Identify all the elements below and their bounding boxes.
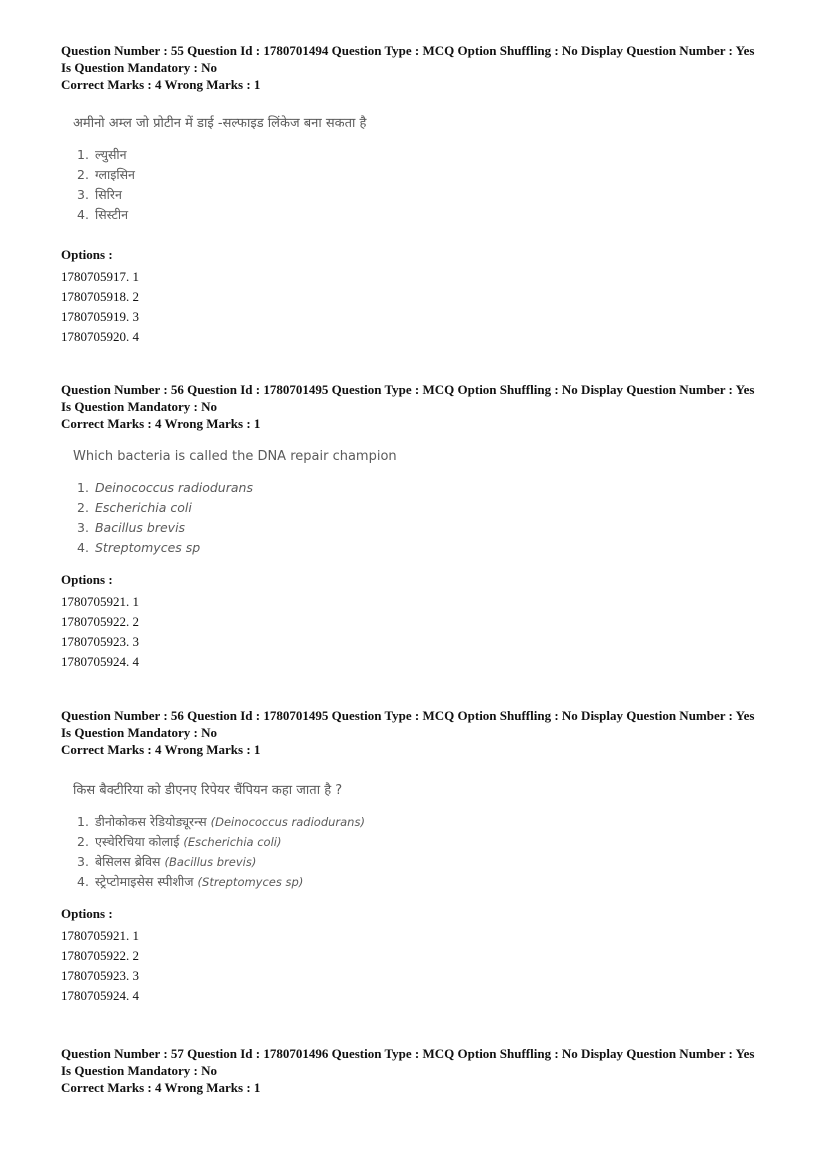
choice-item <box>77 478 781 498</box>
choice-number: 3. <box>77 854 89 869</box>
choice-item <box>77 832 781 852</box>
option-row: 1780705921. 1 <box>61 928 139 943</box>
question-text: किस बैक्टीरिया को डीएनए रिपेयर चैंपियन कहा जाता है ? <box>73 783 343 798</box>
choice-number: 2. <box>77 834 89 849</box>
choice-item <box>77 145 781 165</box>
choice-item <box>77 538 781 558</box>
choice-text: ल्युसीन <box>94 147 127 162</box>
marks-line: Correct Marks : 4 Wrong Marks : 1 <box>61 1080 261 1095</box>
question-header: Question Number : 57 Question Id : 1780701496 Question Type : MCQ Option Shuffling : No Display Question Number : Yes <box>61 1046 755 1061</box>
option-row: 1780705924. 4 <box>61 988 139 1003</box>
marks-line: Correct Marks : 4 Wrong Marks : 1 <box>61 742 261 757</box>
option-row: 1780705917. 1 <box>61 269 139 284</box>
question-block-56-en <box>61 381 781 672</box>
choice-item <box>77 205 781 225</box>
choice-number: 1. <box>77 814 89 829</box>
mandatory-line: Is Question Mandatory : No <box>61 1063 218 1078</box>
question-header: Question Number : 56 Question Id : 1780701495 Question Type : MCQ Option Shuffling : No Display Question Number : Yes <box>61 382 755 397</box>
question-block-55 <box>61 42 781 347</box>
choice-item <box>77 852 781 872</box>
choice-item <box>77 498 781 518</box>
question-text: Which bacteria is called the DNA repair champion <box>73 449 397 464</box>
options-label: Options : <box>61 906 113 921</box>
option-row: 1780705923. 3 <box>61 968 139 983</box>
question-header: Question Number : 55 Question Id : 1780701494 Question Type : MCQ Option Shuffling : No Display Question Number : Yes <box>61 43 755 58</box>
question-header: Question Number : 56 Question Id : 1780701495 Question Type : MCQ Option Shuffling : No Display Question Number : Yes <box>61 708 755 723</box>
options-label: Options : <box>61 572 113 587</box>
question-image <box>73 115 781 225</box>
choice-list <box>77 812 781 892</box>
question-text: अमीनो अम्ल जो प्रोटीन में डाई -सल्फाइड लिंकेज बना सकता है <box>73 116 367 131</box>
choice-number: 2. <box>77 500 89 515</box>
choice-list <box>77 478 781 558</box>
choice-item <box>77 165 781 185</box>
option-row: 1780705919. 3 <box>61 309 139 324</box>
question-block-57 <box>61 1045 781 1096</box>
choice-latin-name: (Streptomyces sp) <box>197 875 304 889</box>
choice-item <box>77 872 781 892</box>
marks-line: Correct Marks : 4 Wrong Marks : 1 <box>61 77 261 92</box>
choice-number: 3. <box>77 520 89 535</box>
choice-text: Bacillus brevis <box>94 520 186 535</box>
choice-number: 4. <box>77 207 89 222</box>
question-image <box>73 448 781 558</box>
mandatory-line: Is Question Mandatory : No <box>61 725 218 740</box>
choice-item <box>77 518 781 538</box>
option-row: 1780705921. 1 <box>61 594 139 609</box>
question-image <box>73 782 781 892</box>
choice-number: 2. <box>77 167 89 182</box>
option-row: 1780705918. 2 <box>61 289 139 304</box>
marks-line: Correct Marks : 4 Wrong Marks : 1 <box>61 416 261 431</box>
choice-latin-name: (Bacillus brevis) <box>164 855 257 869</box>
choice-text: Deinococcus radiodurans <box>94 480 253 495</box>
choice-text: Escherichia coli <box>94 500 192 515</box>
choice-text: स्ट्रेप्टोमाइसेस स्पीशीज <box>94 874 194 889</box>
choice-text: सिरिन <box>94 187 122 202</box>
choice-number: 1. <box>77 147 89 162</box>
choice-item <box>77 185 781 205</box>
choice-item <box>77 812 781 832</box>
choice-text: ग्लाइसिन <box>94 167 135 182</box>
option-row: 1780705920. 4 <box>61 329 139 344</box>
question-block-56-hi <box>61 707 781 1006</box>
choice-text: Streptomyces sp <box>94 540 201 555</box>
option-row: 1780705923. 3 <box>61 634 139 649</box>
choice-latin-name: (Deinococcus radiodurans) <box>210 815 365 829</box>
choice-number: 4. <box>77 874 89 889</box>
choice-latin-name: (Escherichia coli) <box>183 835 282 849</box>
option-row: 1780705922. 2 <box>61 614 139 629</box>
choice-text: बेसिलस ब्रेविस <box>94 854 161 869</box>
choice-text: सिस्टीन <box>94 207 129 222</box>
choice-list <box>77 145 781 225</box>
choice-number: 1. <box>77 480 89 495</box>
choice-number: 3. <box>77 187 89 202</box>
choice-text: एस्चेरिचिया कोलाई <box>94 834 180 849</box>
options-label: Options : <box>61 247 113 262</box>
choice-number: 4. <box>77 540 89 555</box>
mandatory-line: Is Question Mandatory : No <box>61 399 218 414</box>
option-row: 1780705924. 4 <box>61 654 139 669</box>
mandatory-line: Is Question Mandatory : No <box>61 60 218 75</box>
option-row: 1780705922. 2 <box>61 948 139 963</box>
choice-text: डीनोकोकस रेडियोड्यूरन्स <box>94 814 207 829</box>
